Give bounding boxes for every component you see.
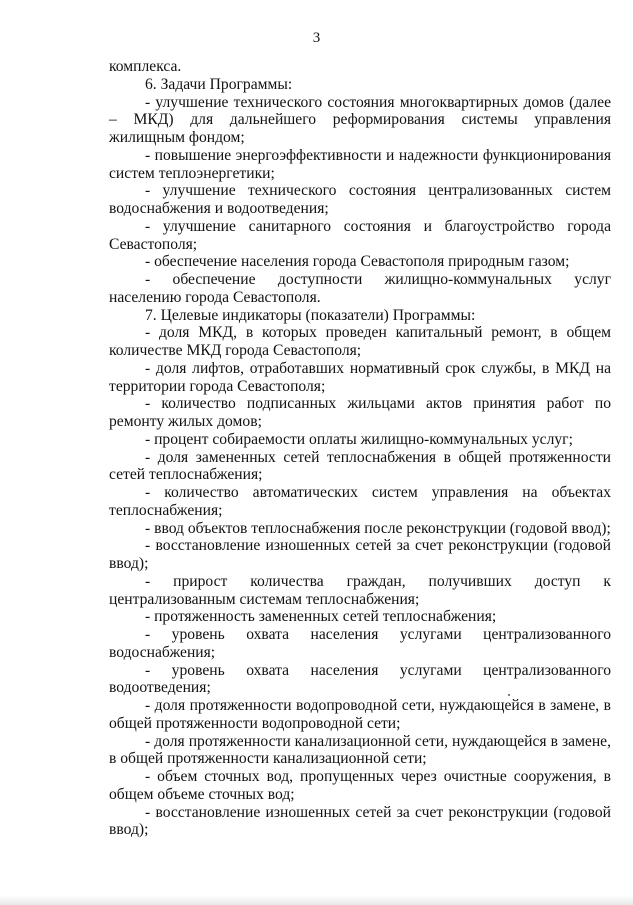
paragraph: - доля протяженности канализационной сети, нуждающейся в замене, в общей протяженности канализационной сети; [109,732,611,768]
paragraph: - количество подписанных жильцами актов принятия работ по ремонту жилых домов; [109,395,611,430]
paragraph: - доля протяженности водопроводной сети, нуждающейся в замене, в общей протяженности водопроводной сети; [109,697,611,732]
paragraph: - восстановление изношенных сетей за счет реконструкции (годовой ввод); [109,803,611,839]
paragraph: - улучшение технического состояния многоквартирных домов (далее – МКД) для дальнейшего реформирования системы управления жилищным фондом; [109,93,611,146]
paragraph: - улучшение санитарного состояния и благоустройство города Севастополя; [109,217,611,253]
scan-edge [0,895,633,905]
paragraph: - процент собираемости оплаты жилищно-коммунальных услуг; [145,430,573,448]
document-body [109,58,611,839]
paragraph: - доля МКД, в которых проведен капитальный ремонт, в общем количестве МКД города Севастополя; [109,324,611,359]
page-number: 3 [312,30,321,46]
paragraph: 7. Целевые индикаторы (показатели) Программы: [145,306,476,324]
paragraph: - прирост количества граждан, получивших доступ к централизованным системам теплоснабжения; [109,572,611,608]
paragraph: - протяженность замененных сетей теплоснабжения; [145,608,497,626]
paragraph: - доля замененных сетей теплоснабжения в общей протяженности сетей теплоснабжения; [109,448,611,484]
paragraph: - восстановление изношенных сетей за счет реконструкции (годовой ввод); [109,537,611,572]
paragraph: комплекса. [109,58,182,75]
paragraph: - улучшение технического состояния централизованных систем водоснабжения и водоотведения; [109,182,611,217]
paragraph: - повышение энергоэффективности и надежности функционирования систем теплоэнергетики; [109,146,611,182]
paragraph: - уровень охвата населения услугами централизованного водоснабжения; [109,626,611,661]
paragraph: - ввод объектов теплоснабжения после реконструкции (годовой ввод); [145,519,611,537]
paragraph: - обеспечение населения города Севастополя природным газом; [145,253,570,271]
paragraph: - доля лифтов, отработавших нормативный срок службы, в МКД на территории города Севастополя; [109,359,611,395]
paragraph: - объем сточных вод, пропущенных через очистные сооружения, в общем объеме сточных вод; [109,768,611,803]
paragraph: - уровень охвата населения услугами централизованного водоотведения; [109,661,611,697]
paragraph: 6. Задачи Программы: [145,75,293,93]
paragraph: - количество автоматических систем управления на объектах теплоснабжения; [109,484,611,519]
paragraph: - обеспечение доступности жилищно-коммунальных услуг населению города Севастополя. [109,271,611,306]
scan-speck [508,694,510,696]
